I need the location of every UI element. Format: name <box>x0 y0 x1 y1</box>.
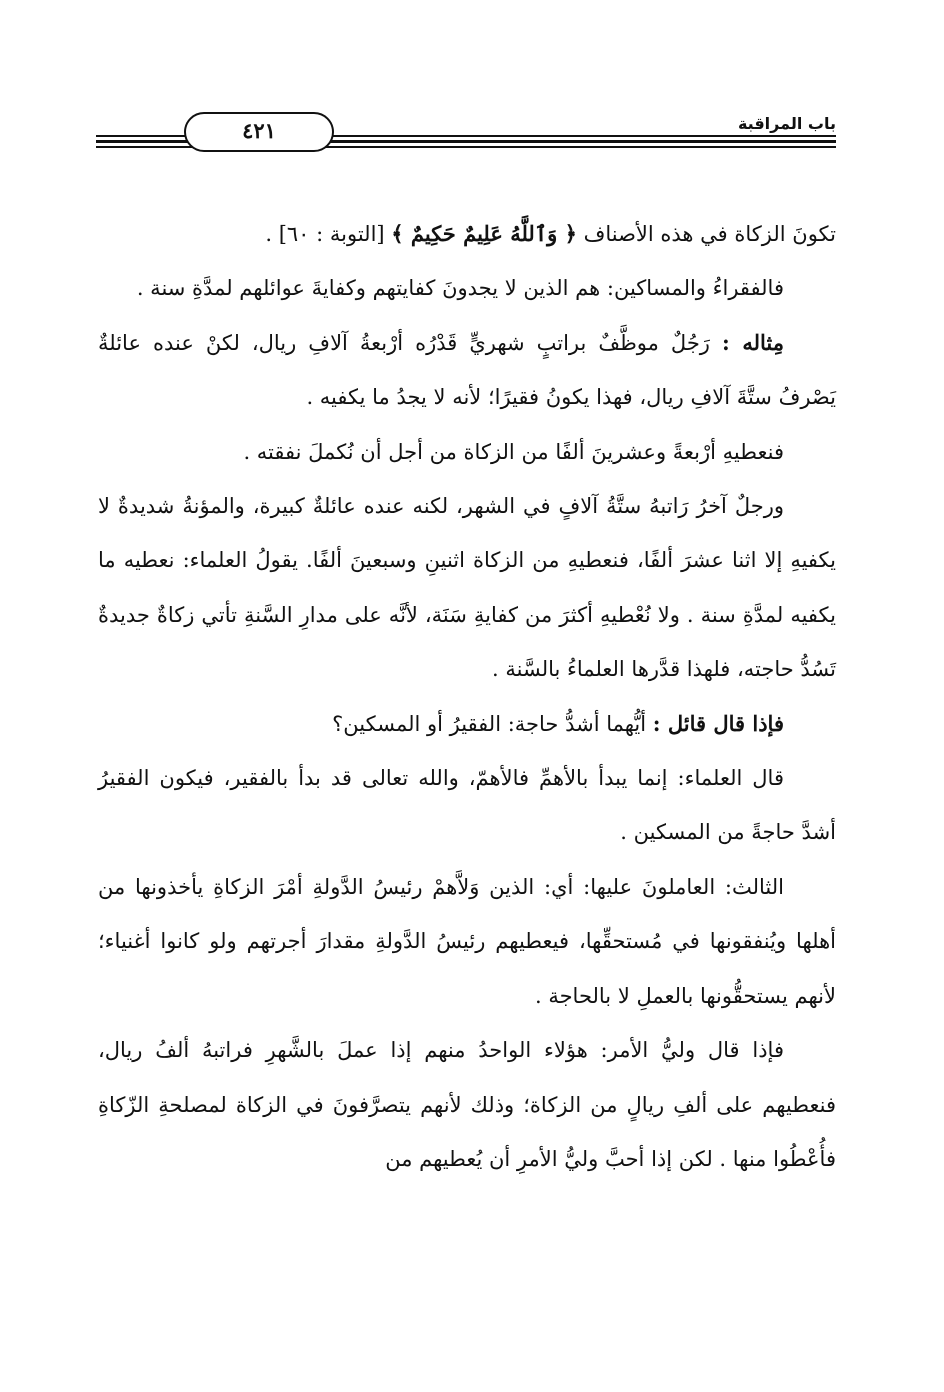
paragraph: تكونَ الزكاة في هذه الأصناف ﴿ وَٱللَّهُ عَلِيمٌ حَكِيمٌ ﴾ [التوبة : ٦٠] . <box>265 221 836 246</box>
page-header <box>96 112 836 162</box>
paragraph: فإذا قال قائل : أيُّهما أشدُّ حاجة: الفقيرُ أو المسكين؟ <box>332 710 784 736</box>
paragraph-lead: فإذا قال قائل : <box>652 710 784 736</box>
chapter-title: باب المراقبة <box>737 114 836 133</box>
page-number: ٤٢١ <box>184 112 334 152</box>
quran-verse: ﴿ وَٱللَّهُ عَلِيمٌ حَكِيمٌ ﴾ <box>391 221 577 246</box>
paragraph: الثالث: العاملونَ عليها: أي: الذين وَلاَّهمْ رئيسُ الدَّولةِ أمْرَ الزكاةِ يأخذونها من أهلها ويُنفقونها في مُستحقِّها، فيعطيهم رئيسُ الدَّولةِ مقدارَ أجرتهم ولو كانوا أغنياء؛ لأنهم يستحقُّونها بالعملِ لا بالحاجة . <box>98 874 836 1008</box>
paragraph: فإذا قال وليُّ الأمر: هؤلاء الواحدُ منهم إذا عملَ بالشَّهرِ فراتبهُ ألفُ ريال، فنعطيهم على ألفِ ريالٍ من الزكاة؛ وذلك لأنهم يتصرَّفونَ في الزكاة لمصلحةِ الزّكاةِ فأُعْطُوا منها . لكن إذا أحبَّ وليُّ الأمرِ أن يُعطيهم من <box>98 1038 836 1171</box>
paragraph: فالفقراءُ والمساكين: هم الذين لا يجدونَ كفايتهم وكفايةَ عوائلهم لمدَّةِ سنة . <box>136 276 784 301</box>
paragraph: ورجلٌ آخرُ رَاتبهُ ستَّةُ آلافٍ في الشهر، لكنه عنده عائلةٌ كبيرة، والمؤنةُ شديدةٌ لا يكفيهِ إلا اثنا عشرَ ألفًا، فنعطيهِ من الزكاة اثنينِ وسبعينَ ألفًا. يقولُ العلماء: نعطيه ما يكفيه لمدَّةِ سنة . ولا نُعْطيهِ أكثرَ من كفايةِ سَنَة، لأنَّه على مدارِ السَّنةِ تأتي زكاةٌ جديدةٌ تَسُدُّ حاجته، فلهذا قدَّرها العلماءُ بالسَّنة . <box>98 494 836 682</box>
page-body <box>98 207 836 1186</box>
paragraph: قال العلماء: إنما يبدأ بالأهمِّ فالأهمّ، والله تعالى قد بدأ بالفقير، فيكون الفقيرُ أشدَّ حاجةً من المسكين . <box>98 766 836 845</box>
paragraph-lead: مِثاله : <box>721 329 784 355</box>
paragraph: فنعطيهِ أرْبعةً وعشرينَ ألفًا من الزكاة من أجل أن نُكملَ نفقته . <box>243 439 784 464</box>
paragraph: مِثاله : رَجُلٌ موظَّفٌ براتبٍ شهريٍّ قَدْرُه أرْبعةُ آلافِ ريال، لكنْ عنده عائلةٌ يَصْرفُ ستَّةَ آلافِ ريال، فهذا يكونُ فقيرًا؛ لأنه لا يجدُ ما يكفيه . <box>98 329 836 410</box>
